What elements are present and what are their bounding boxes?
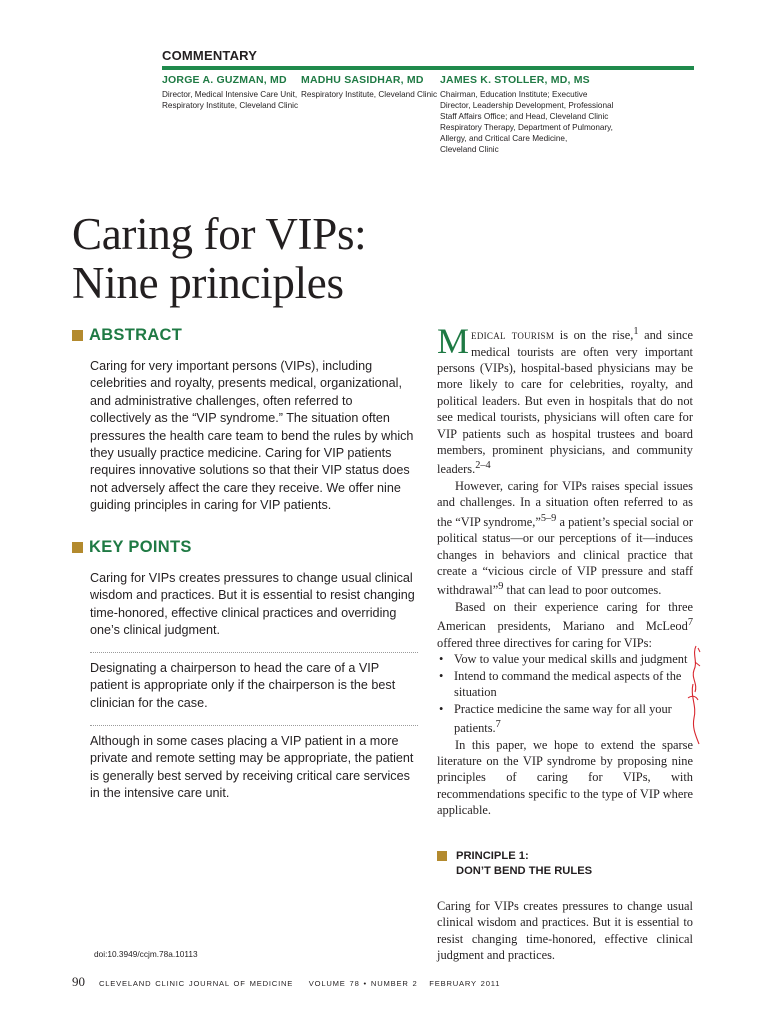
key-points-heading: [72, 538, 192, 557]
citation: 9: [498, 581, 504, 593]
key-point-2: Designating a chairperson to head the care of a VIP patient is appropriate only if the chairperson is the best clinician for the case.: [90, 661, 396, 710]
citation: 1: [633, 326, 639, 337]
footer-bullet: •: [363, 979, 367, 988]
header-rule: [162, 66, 694, 70]
principle-1-title: DON’T BEND THE RULES: [456, 865, 593, 877]
text-run: and since medical tourists are often very important persons (VIPs), hospital-based physicians may be more likely to care for celebrities, royalty, and political leaders. But even in hospitals that do not see medical tourists, physicians will often care for VIP patients such as hospital trustees and board members, prominent physicians, and community leaders.: [437, 328, 694, 477]
abstract-text: Caring for very important persons (VIPs), including celebrities and royalty, presents medical, organizational, and administrative challenges, often referred to collectively as the “VIP syndrome.” The situation often pressures the health care team to bend the rules by which they usually practice medicine. Caring for VIP patients requires innovative solutions so that their VIP status does not adversely affect the care they receive. We offer nine guiding principles in caring for VIP patients.: [90, 359, 414, 513]
principle-1-heading: [437, 849, 592, 879]
citation: 5–9: [540, 512, 557, 524]
key-point-divider: [90, 725, 418, 726]
text-run: offered three directives for caring for VIPs:: [437, 635, 652, 650]
body-paragraph-1: [437, 321, 694, 478]
key-point-divider: [90, 652, 418, 653]
principle-1-number: PRINCIPLE 1:: [456, 850, 529, 862]
author-affiliation: Director, Medical Intensive Care Unit, Respiratory Institute, Cleveland Clinic: [162, 90, 299, 110]
author-1: [162, 74, 298, 111]
section-label: COMMENTARY: [162, 48, 258, 63]
author-affiliation: Chairman, Education Institute; Executive Director, Leadership Development, Professional Staff Affairs Office; and Head, Cleveland Clinic Respiratory Therapy, Department of Pulmonary, Allergy, and Critical Care Medicine, Cleveland Clinic: [440, 90, 614, 154]
list-item: [437, 701, 693, 737]
body-paragraph-2: [437, 478, 693, 599]
abstract-heading: [72, 326, 182, 345]
author-name: JAMES K. STOLLER, MD, MS: [440, 74, 590, 86]
drop-cap: M: [437, 321, 470, 361]
body-paragraph-4: In this paper, we hope to extend the sparse literature on the VIP syndrome by proposing nine principles of caring for VIPs, with recommendations specific to the type of VIP where applicable.: [437, 737, 693, 818]
principle-1-text: Caring for VIPs creates pressures to change usual clinical wisdom and practices. But it is essential to resist changing time-honored, effective clinical judgment and practices.: [437, 899, 693, 963]
text-run: is on the rise,: [554, 328, 634, 343]
author-affiliation: Respiratory Institute, Cleveland Clinic: [301, 90, 438, 99]
journal-name: CLEVELAND CLINIC JOURNAL OF MEDICINE: [99, 979, 294, 988]
page-number: 90: [72, 974, 85, 989]
key-point-3: Although in some cases placing a VIP patient in a more private and remote setting may be appropriate, the patient is generally best served by receiving critical care services in the intensive care unit.: [90, 734, 414, 801]
journal-date: FEBRUARY 2011: [429, 979, 501, 988]
directive-list: [437, 651, 693, 736]
author-name: MADHU SASIDHAR, MD: [301, 74, 424, 86]
citation: 7: [495, 718, 501, 730]
section-square-icon: [437, 851, 447, 861]
citation: 7: [687, 617, 693, 629]
list-item-text: Intend to command the medical aspects of the situation: [454, 668, 682, 700]
key-point-1: Caring for VIPs creates pressures to change usual clinical wisdom and practices. But it is essential to resist changing time-honored, effective clinical practices and overriding one’s clinical judgment.: [90, 571, 415, 638]
author-3: [440, 74, 613, 155]
list-item-text: Practice medicine the same way for all your patients.: [454, 701, 672, 736]
journal-volume: VOLUME 78: [308, 979, 360, 988]
text-run: However, caring for VIPs raises special issues and challenges. In a situation often referred to as the “VIP syndrome,”: [437, 478, 693, 529]
text-run: Based on their experience caring for three American presidents, Mariano and McLeod: [437, 600, 693, 634]
journal-footer: [99, 979, 500, 988]
citation: 2–4: [475, 460, 491, 472]
section-square-icon: [72, 330, 83, 341]
body-paragraph-3: [437, 599, 693, 651]
body-text: [437, 321, 694, 819]
section-square-icon: [72, 542, 83, 553]
abstract-heading-text: ABSTRACT: [89, 326, 183, 344]
author-2: [301, 74, 437, 100]
article-title: Caring for VIPs: Nine principles: [72, 209, 367, 308]
pen-annotation-icon: [676, 640, 706, 750]
key-points-heading-text: KEY POINTS: [89, 538, 192, 556]
list-item-text: Vow to value your medical skills and judgment: [454, 652, 688, 667]
list-item: [437, 668, 693, 701]
list-item: [437, 651, 693, 667]
journal-number: NUMBER 2: [370, 979, 418, 988]
text-run: that can lead to poor outcomes.: [503, 583, 662, 598]
doi: doi:10.3949/ccjm.78a.10113: [94, 949, 198, 959]
text-run: a patient’s special social or political status—or our perceptions of it—induces changes in behaviors and clinical practice that create a “vicious circle of VIP pressure and staff withdrawal”: [437, 514, 694, 598]
lead-in: edical tourism: [471, 328, 555, 343]
author-name: JORGE A. GUZMAN, MD: [162, 74, 287, 86]
